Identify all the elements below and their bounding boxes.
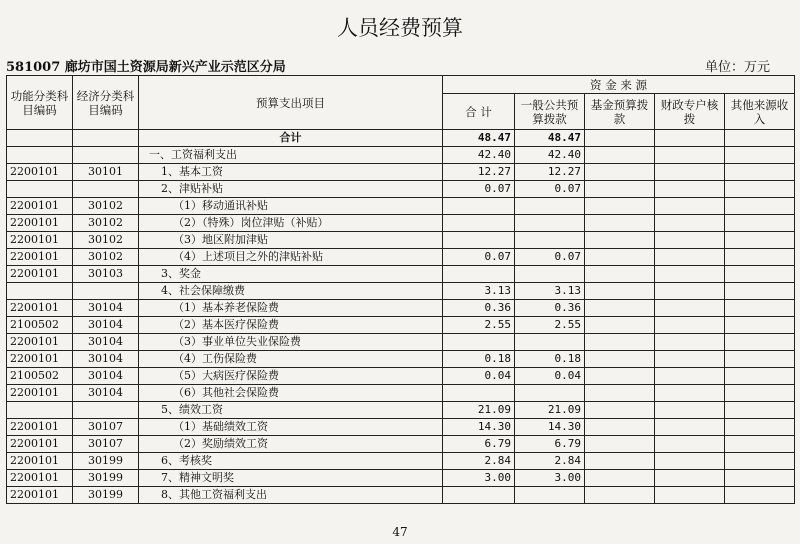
item-cell: （3）地区附加津贴 [139, 232, 443, 249]
func-code-cell: 2200101 [7, 419, 73, 436]
general-cell: 2.84 [515, 453, 585, 470]
fund-budget-cell [585, 351, 655, 368]
econ-code-cell: 30103 [73, 266, 139, 283]
other-cell [725, 368, 795, 385]
table-row [7, 317, 795, 334]
total-row-general: 48.47 [515, 130, 585, 147]
special-cell [655, 147, 725, 164]
header-special: 财政专户核拨 [655, 94, 725, 130]
func-code-cell: 2200101 [7, 164, 73, 181]
total-cell [443, 215, 515, 232]
fund-budget-cell [585, 453, 655, 470]
special-cell [655, 368, 725, 385]
general-cell: 0.07 [515, 181, 585, 198]
special-cell [655, 164, 725, 181]
other-cell [725, 436, 795, 453]
table-row [7, 164, 795, 181]
func-code-cell: 2100502 [7, 368, 73, 385]
other-cell [725, 249, 795, 266]
special-cell [655, 300, 725, 317]
table-row [7, 402, 795, 419]
item-cell: （4）工伤保险费 [139, 351, 443, 368]
table-row [7, 147, 795, 164]
header-fund-budget: 基金预算拨款 [585, 94, 655, 130]
total-cell: 21.09 [443, 402, 515, 419]
page-number: 47 [392, 525, 408, 539]
fund-budget-cell [585, 283, 655, 300]
fund-budget-cell [585, 181, 655, 198]
table-row [7, 351, 795, 368]
func-code-cell: 2200101 [7, 487, 73, 504]
special-cell [655, 266, 725, 283]
other-cell [725, 181, 795, 198]
total-cell: 0.36 [443, 300, 515, 317]
other-cell [725, 487, 795, 504]
econ-code-cell: 30102 [73, 215, 139, 232]
general-cell: 42.40 [515, 147, 585, 164]
total-cell: 3.13 [443, 283, 515, 300]
total-row [7, 130, 795, 147]
item-cell: 5、绩效工资 [139, 402, 443, 419]
fund-budget-cell [585, 215, 655, 232]
table-row [7, 419, 795, 436]
other-cell [725, 385, 795, 402]
general-cell: 12.27 [515, 164, 585, 181]
table-row [7, 436, 795, 453]
fund-budget-cell [585, 317, 655, 334]
total-cell: 3.00 [443, 470, 515, 487]
item-cell: （2）基本医疗保险费 [139, 317, 443, 334]
other-cell [725, 334, 795, 351]
item-cell: （3）事业单位失业保险费 [139, 334, 443, 351]
econ-code-cell [73, 402, 139, 419]
other-cell [725, 470, 795, 487]
total-cell [443, 385, 515, 402]
item-cell: （4）上述项目之外的津贴补贴 [139, 249, 443, 266]
fund-budget-cell [585, 266, 655, 283]
general-cell [515, 198, 585, 215]
special-cell [655, 351, 725, 368]
total-cell: 0.04 [443, 368, 515, 385]
other-cell [725, 215, 795, 232]
table-row [7, 470, 795, 487]
econ-code-cell: 30104 [73, 300, 139, 317]
item-cell: 8、其他工资福利支出 [139, 487, 443, 504]
general-cell [515, 232, 585, 249]
econ-code-cell: 30199 [73, 487, 139, 504]
total-cell: 14.30 [443, 419, 515, 436]
fund-budget-cell [585, 402, 655, 419]
table-row [7, 249, 795, 266]
item-cell: （5）大病医疗保险费 [139, 368, 443, 385]
other-cell [725, 198, 795, 215]
total-row-total: 48.47 [443, 130, 515, 147]
fund-budget-cell [585, 249, 655, 266]
func-code-cell: 2200101 [7, 249, 73, 266]
page-title: 人员经费预算 [337, 16, 463, 40]
item-cell: 3、奖金 [139, 266, 443, 283]
econ-code-cell: 30101 [73, 164, 139, 181]
fund-budget-cell [585, 487, 655, 504]
general-cell: 14.30 [515, 419, 585, 436]
fund-budget-cell [585, 385, 655, 402]
fund-budget-cell [585, 232, 655, 249]
total-cell: 2.84 [443, 453, 515, 470]
header-item: 预算支出项目 [139, 76, 443, 130]
general-cell: 2.55 [515, 317, 585, 334]
item-cell: 4、社会保障缴费 [139, 283, 443, 300]
special-cell [655, 436, 725, 453]
total-cell [443, 266, 515, 283]
func-code-cell: 2200101 [7, 232, 73, 249]
table-row [7, 266, 795, 283]
total-cell: 42.40 [443, 147, 515, 164]
func-code-cell [7, 181, 73, 198]
econ-code-cell: 30107 [73, 436, 139, 453]
fund-budget-cell [585, 470, 655, 487]
total-row-label: 合计 [139, 130, 443, 147]
total-cell: 2.55 [443, 317, 515, 334]
fund-budget-cell [585, 300, 655, 317]
general-cell [515, 385, 585, 402]
special-cell [655, 402, 725, 419]
item-cell: （1）基本养老保险费 [139, 300, 443, 317]
general-cell: 3.13 [515, 283, 585, 300]
other-cell [725, 232, 795, 249]
table-row [7, 368, 795, 385]
general-cell: 3.00 [515, 470, 585, 487]
total-cell: 0.07 [443, 181, 515, 198]
item-cell: （1）基础绩效工资 [139, 419, 443, 436]
item-cell: （1）移动通讯补贴 [139, 198, 443, 215]
item-cell: 6、考核奖 [139, 453, 443, 470]
header-econ-code: 经济分类科目编码 [73, 76, 139, 130]
special-cell [655, 283, 725, 300]
func-code-cell [7, 283, 73, 300]
func-code-cell: 2200101 [7, 385, 73, 402]
budget-table [6, 75, 795, 504]
general-cell [515, 487, 585, 504]
table-row [7, 215, 795, 232]
table-row [7, 232, 795, 249]
general-cell: 6.79 [515, 436, 585, 453]
item-cell: （2）奖励绩效工资 [139, 436, 443, 453]
func-code-cell [7, 402, 73, 419]
econ-code-cell: 30199 [73, 453, 139, 470]
total-cell: 0.07 [443, 249, 515, 266]
general-cell [515, 266, 585, 283]
special-cell [655, 334, 725, 351]
header-other: 其他来源收入 [725, 94, 795, 130]
func-code-cell: 2200101 [7, 266, 73, 283]
func-code-cell: 2200101 [7, 215, 73, 232]
func-code-cell: 2200101 [7, 453, 73, 470]
header-func-code: 功能分类科目编码 [7, 76, 73, 130]
econ-code-cell: 30104 [73, 317, 139, 334]
special-cell [655, 453, 725, 470]
total-cell: 6.79 [443, 436, 515, 453]
econ-code-cell: 30104 [73, 368, 139, 385]
func-code-cell: 2200101 [7, 198, 73, 215]
econ-code-cell [73, 181, 139, 198]
econ-code-cell [73, 283, 139, 300]
item-cell: （6）其他社会保险费 [139, 385, 443, 402]
fund-budget-cell [585, 334, 655, 351]
other-cell [725, 351, 795, 368]
other-cell [725, 453, 795, 470]
fund-budget-cell [585, 368, 655, 385]
other-cell [725, 300, 795, 317]
item-cell: 一、工资福利支出 [139, 147, 443, 164]
table-row [7, 300, 795, 317]
total-cell [443, 334, 515, 351]
special-cell [655, 249, 725, 266]
fund-budget-cell [585, 164, 655, 181]
general-cell: 0.04 [515, 368, 585, 385]
other-cell [725, 164, 795, 181]
special-cell [655, 487, 725, 504]
header-general: 一般公共预算拨款 [515, 94, 585, 130]
special-cell [655, 232, 725, 249]
func-code-cell [7, 147, 73, 164]
table-row [7, 453, 795, 470]
general-cell: 0.07 [515, 249, 585, 266]
unit-label: 单位：万元 [704, 60, 770, 75]
item-cell: 1、基本工资 [139, 164, 443, 181]
general-cell [515, 215, 585, 232]
header-total: 合 计 [443, 94, 515, 130]
organization-name: 581007 廊坊市国土资源局新兴产业示范区分局 [6, 60, 286, 75]
func-code-cell: 2200101 [7, 300, 73, 317]
func-code-cell: 2100502 [7, 317, 73, 334]
other-cell [725, 317, 795, 334]
other-cell [725, 419, 795, 436]
special-cell [655, 181, 725, 198]
item-cell: （2）（特殊）岗位津贴（补贴） [139, 215, 443, 232]
other-cell [725, 283, 795, 300]
econ-code-cell: 30104 [73, 351, 139, 368]
econ-code-cell: 30199 [73, 470, 139, 487]
econ-code-cell: 30107 [73, 419, 139, 436]
special-cell [655, 470, 725, 487]
general-cell: 0.36 [515, 300, 585, 317]
special-cell [655, 385, 725, 402]
func-code-cell: 2200101 [7, 334, 73, 351]
table-row [7, 181, 795, 198]
econ-code-cell: 30102 [73, 198, 139, 215]
special-cell [655, 317, 725, 334]
total-cell [443, 198, 515, 215]
item-cell: 7、精神文明奖 [139, 470, 443, 487]
econ-code-cell: 30102 [73, 232, 139, 249]
general-cell: 21.09 [515, 402, 585, 419]
table-row [7, 385, 795, 402]
table-row [7, 198, 795, 215]
general-cell [515, 334, 585, 351]
func-code-cell: 2200101 [7, 436, 73, 453]
special-cell [655, 419, 725, 436]
table-row [7, 487, 795, 504]
other-cell [725, 147, 795, 164]
other-cell [725, 266, 795, 283]
special-cell [655, 198, 725, 215]
fund-budget-cell [585, 147, 655, 164]
func-code-cell: 2200101 [7, 351, 73, 368]
econ-code-cell: 30104 [73, 385, 139, 402]
header-funds: 资 金 来 源 [443, 76, 795, 94]
general-cell: 0.18 [515, 351, 585, 368]
item-cell: 2、津贴补贴 [139, 181, 443, 198]
fund-budget-cell [585, 436, 655, 453]
total-cell [443, 487, 515, 504]
total-cell: 12.27 [443, 164, 515, 181]
special-cell [655, 215, 725, 232]
econ-code-cell [73, 147, 139, 164]
table-row [7, 283, 795, 300]
total-cell [443, 232, 515, 249]
total-cell: 0.18 [443, 351, 515, 368]
econ-code-cell: 30104 [73, 334, 139, 351]
func-code-cell: 2200101 [7, 470, 73, 487]
fund-budget-cell [585, 419, 655, 436]
other-cell [725, 402, 795, 419]
econ-code-cell: 30102 [73, 249, 139, 266]
fund-budget-cell [585, 198, 655, 215]
table-row [7, 334, 795, 351]
